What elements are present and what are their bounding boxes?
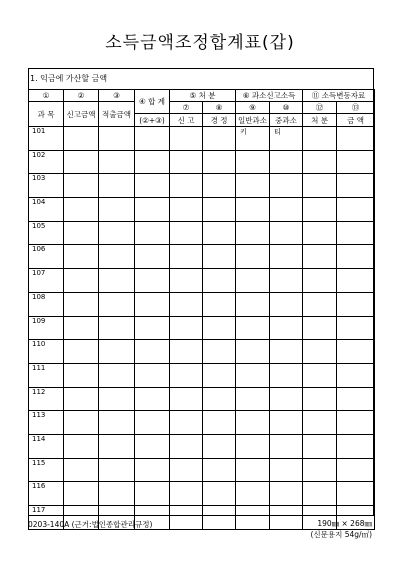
row-code[interactable]: 114 (29, 434, 64, 458)
table-cell[interactable] (135, 316, 170, 340)
table-cell[interactable] (203, 316, 236, 340)
table-cell[interactable] (135, 387, 170, 411)
table-cell[interactable] (303, 245, 337, 269)
table-cell[interactable] (64, 434, 99, 458)
header-col7-marker: ⑦ (170, 102, 203, 114)
table-row (29, 316, 375, 340)
table-cell[interactable] (236, 127, 270, 151)
row-code[interactable]: 113 (29, 411, 64, 435)
table-cell[interactable] (203, 174, 236, 198)
table-cell[interactable] (270, 506, 303, 530)
table-row (29, 434, 375, 458)
table-cell[interactable] (303, 363, 337, 387)
table-row (29, 482, 375, 506)
row-code[interactable]: 110 (29, 340, 64, 364)
row-code[interactable]: 106 (29, 245, 64, 269)
table-cell[interactable] (170, 387, 203, 411)
row-code[interactable]: 115 (29, 458, 64, 482)
table-cell[interactable] (303, 316, 337, 340)
table-cell[interactable] (270, 127, 303, 151)
table-cell[interactable] (99, 458, 135, 482)
table-cell[interactable] (236, 411, 270, 435)
table-cell[interactable] (236, 316, 270, 340)
header-heavy-under: 중과소 (270, 114, 303, 127)
header-col12-marker: ⑫ (303, 102, 337, 114)
table-cell[interactable] (170, 340, 203, 364)
table-cell[interactable] (99, 434, 135, 458)
table-cell[interactable] (337, 221, 375, 245)
table-cell[interactable] (64, 127, 99, 151)
paper-type: (신문용지 54g/㎡) (310, 530, 372, 539)
header-col9-marker: ⑨ (236, 102, 270, 114)
table-cell[interactable] (64, 482, 99, 506)
header-underreported-income: ⑥ 과소신고소득 (236, 90, 303, 102)
table-cell[interactable] (236, 434, 270, 458)
table-cell[interactable] (135, 127, 170, 151)
header-disposition: ⑤ 처 분 (170, 90, 236, 102)
table-cell[interactable] (99, 245, 135, 269)
header-change-amount: 금 액 (337, 114, 375, 127)
table-row (29, 269, 375, 293)
table-cell[interactable] (236, 269, 270, 293)
header-change-disposition: 처 분 (303, 114, 337, 127)
table-cell[interactable] (236, 245, 270, 269)
table-cell[interactable] (203, 150, 236, 174)
header-col2-marker: ② (64, 90, 99, 102)
table-cell[interactable] (236, 340, 270, 364)
table-row (29, 411, 375, 435)
table-cell[interactable] (64, 387, 99, 411)
table-cell[interactable] (303, 292, 337, 316)
table-cell[interactable] (303, 150, 337, 174)
row-code[interactable]: 104 (29, 198, 64, 222)
table-row (29, 150, 375, 174)
row-code[interactable]: 116 (29, 482, 64, 506)
table-cell[interactable] (99, 363, 135, 387)
table-cell[interactable] (64, 174, 99, 198)
row-code[interactable]: 101 (29, 127, 64, 151)
table-cell[interactable] (203, 482, 236, 506)
table-cell[interactable] (203, 198, 236, 222)
table-cell[interactable] (170, 127, 203, 151)
table-cell[interactable] (99, 316, 135, 340)
table-cell[interactable] (64, 245, 99, 269)
table-cell[interactable] (337, 482, 375, 506)
table-cell[interactable] (337, 411, 375, 435)
table-cell[interactable] (236, 363, 270, 387)
table-cell[interactable] (99, 292, 135, 316)
table-cell[interactable] (99, 269, 135, 293)
table-row (29, 387, 375, 411)
adjustment-table (28, 89, 375, 530)
table-row (29, 363, 375, 387)
header-income-change-data: ⑪ 소득변동자료 (303, 90, 375, 102)
table-cell[interactable] (337, 316, 375, 340)
table-cell[interactable] (99, 198, 135, 222)
table-cell[interactable] (170, 221, 203, 245)
table-cell[interactable] (236, 482, 270, 506)
table-cell[interactable] (270, 434, 303, 458)
table-cell[interactable] (337, 150, 375, 174)
table-cell[interactable] (337, 269, 375, 293)
table-row (29, 127, 375, 151)
table-cell[interactable] (337, 340, 375, 364)
table-cell[interactable] (170, 150, 203, 174)
table-cell[interactable] (270, 198, 303, 222)
row-code[interactable]: 112 (29, 387, 64, 411)
table-cell[interactable] (135, 458, 170, 482)
table-cell[interactable] (303, 482, 337, 506)
table-cell[interactable] (64, 340, 99, 364)
table-cell[interactable] (303, 411, 337, 435)
table-cell[interactable] (135, 245, 170, 269)
row-code[interactable]: 108 (29, 292, 64, 316)
table-cell[interactable] (64, 458, 99, 482)
header-correction: 경 정 (203, 114, 236, 127)
table-cell[interactable] (270, 482, 303, 506)
table-cell[interactable] (303, 198, 337, 222)
table-cell[interactable] (203, 340, 236, 364)
table-cell[interactable] (303, 340, 337, 364)
table-cell[interactable] (135, 269, 170, 293)
header-general-under: 일반과소 (236, 114, 270, 127)
header-subject: 과 목 (29, 102, 64, 127)
table-cell[interactable] (135, 174, 170, 198)
header-reported-amount: 신고금액 (64, 102, 99, 127)
table-cell[interactable] (236, 221, 270, 245)
table-cell[interactable] (170, 269, 203, 293)
table-cell[interactable] (170, 292, 203, 316)
table-row (29, 292, 375, 316)
table-cell[interactable] (99, 127, 135, 151)
table-cell[interactable] (170, 363, 203, 387)
header-total-formula: (②+③) (135, 114, 170, 127)
table-row (29, 340, 375, 364)
table-cell[interactable] (337, 292, 375, 316)
table-cell[interactable] (270, 221, 303, 245)
table-cell[interactable] (270, 340, 303, 364)
table-cell[interactable] (203, 245, 236, 269)
table-cell[interactable] (303, 434, 337, 458)
table-cell[interactable] (170, 316, 203, 340)
table-cell[interactable] (170, 198, 203, 222)
row-code[interactable]: 109 (29, 316, 64, 340)
table-cell[interactable] (236, 506, 270, 530)
header-col10-marker: ⑩ (270, 102, 303, 114)
table-cell[interactable] (270, 174, 303, 198)
table-cell[interactable] (303, 458, 337, 482)
table-row (29, 198, 375, 222)
table-cell[interactable] (270, 458, 303, 482)
row-code[interactable]: 105 (29, 221, 64, 245)
table-cell[interactable] (135, 292, 170, 316)
form-title: 소득금액조정합계표(갑) (105, 33, 295, 53)
header-total: ④ 합 계 (135, 90, 170, 114)
table-cell[interactable] (270, 269, 303, 293)
table-cell[interactable] (64, 411, 99, 435)
table-cell[interactable] (270, 387, 303, 411)
table-cell[interactable] (203, 387, 236, 411)
header-col8-marker: ⑧ (203, 102, 236, 114)
table-cell[interactable] (203, 221, 236, 245)
table-cell[interactable] (203, 363, 236, 387)
table-cell[interactable] (170, 434, 203, 458)
table-cell[interactable] (99, 387, 135, 411)
table-cell[interactable] (135, 198, 170, 222)
table-cell[interactable] (99, 411, 135, 435)
table-cell[interactable] (64, 363, 99, 387)
paper-size: 190㎜ × 268㎜ (317, 519, 372, 528)
table-cell[interactable] (64, 316, 99, 340)
table-cell[interactable] (64, 292, 99, 316)
cell-mark: 키 (240, 128, 247, 136)
header-col13-marker: ⑬ (337, 102, 375, 114)
table-cell[interactable] (135, 434, 170, 458)
table-cell[interactable] (170, 245, 203, 269)
table-cell[interactable] (135, 150, 170, 174)
table-cell[interactable] (236, 387, 270, 411)
cell-mark: 티 (274, 128, 281, 136)
header-detected-amount: 적출금액 (99, 102, 135, 127)
table-cell[interactable] (270, 150, 303, 174)
table-cell[interactable] (203, 127, 236, 151)
table-cell[interactable] (99, 221, 135, 245)
table-cell[interactable] (236, 458, 270, 482)
table-cell[interactable] (337, 458, 375, 482)
table-cell[interactable] (303, 127, 337, 151)
header-report: 신 고 (170, 114, 203, 127)
table-row (29, 221, 375, 245)
table-cell[interactable] (337, 387, 375, 411)
table-cell[interactable] (236, 174, 270, 198)
table-cell[interactable] (303, 387, 337, 411)
table-cell[interactable] (99, 482, 135, 506)
table-cell[interactable] (99, 174, 135, 198)
table-cell[interactable] (303, 174, 337, 198)
table-cell[interactable] (135, 340, 170, 364)
table-cell[interactable] (170, 458, 203, 482)
section-label: 1. 익금에 가산할 금액 (30, 74, 108, 83)
table-cell[interactable] (270, 363, 303, 387)
row-code[interactable]: 103 (29, 174, 64, 198)
table-cell[interactable] (170, 482, 203, 506)
table-cell[interactable] (203, 292, 236, 316)
table-cell[interactable] (135, 482, 170, 506)
table-cell[interactable] (203, 434, 236, 458)
table-row (29, 458, 375, 482)
table-cell[interactable] (64, 198, 99, 222)
row-code[interactable]: 107 (29, 269, 64, 293)
header-col1-marker: ① (29, 90, 64, 102)
table-cell[interactable] (203, 411, 236, 435)
table-row (29, 174, 375, 198)
header-col3-marker: ③ (99, 90, 135, 102)
table-cell[interactable] (337, 198, 375, 222)
table-cell[interactable] (135, 363, 170, 387)
table-cell[interactable] (236, 292, 270, 316)
table-cell[interactable] (337, 174, 375, 198)
table-cell[interactable] (337, 434, 375, 458)
table-row (29, 245, 375, 269)
table-cell[interactable] (135, 411, 170, 435)
table-cell[interactable] (64, 150, 99, 174)
table-cell[interactable] (270, 245, 303, 269)
table-cell[interactable] (64, 221, 99, 245)
table-cell[interactable] (170, 506, 203, 530)
table-cell[interactable] (64, 269, 99, 293)
row-code[interactable]: 117 (29, 506, 64, 530)
table-cell[interactable] (203, 458, 236, 482)
table-cell[interactable] (337, 245, 375, 269)
table-cell[interactable] (236, 198, 270, 222)
table-cell[interactable] (170, 174, 203, 198)
table-cell[interactable] (337, 127, 375, 151)
table-cell[interactable] (135, 221, 170, 245)
form-code: 0203-140A (근거:법인종합관리규정) (28, 520, 153, 529)
table-cell[interactable] (303, 269, 337, 293)
table-cell[interactable] (236, 150, 270, 174)
table-cell[interactable] (303, 221, 337, 245)
row-code[interactable]: 111 (29, 363, 64, 387)
table-cell[interactable] (270, 411, 303, 435)
table-cell[interactable] (170, 411, 203, 435)
table-cell[interactable] (203, 269, 236, 293)
table-cell[interactable] (99, 150, 135, 174)
table-cell[interactable] (270, 316, 303, 340)
table-cell[interactable] (270, 292, 303, 316)
table-cell[interactable] (203, 506, 236, 530)
table-cell[interactable] (99, 340, 135, 364)
table-cell[interactable] (337, 363, 375, 387)
row-code[interactable]: 102 (29, 150, 64, 174)
